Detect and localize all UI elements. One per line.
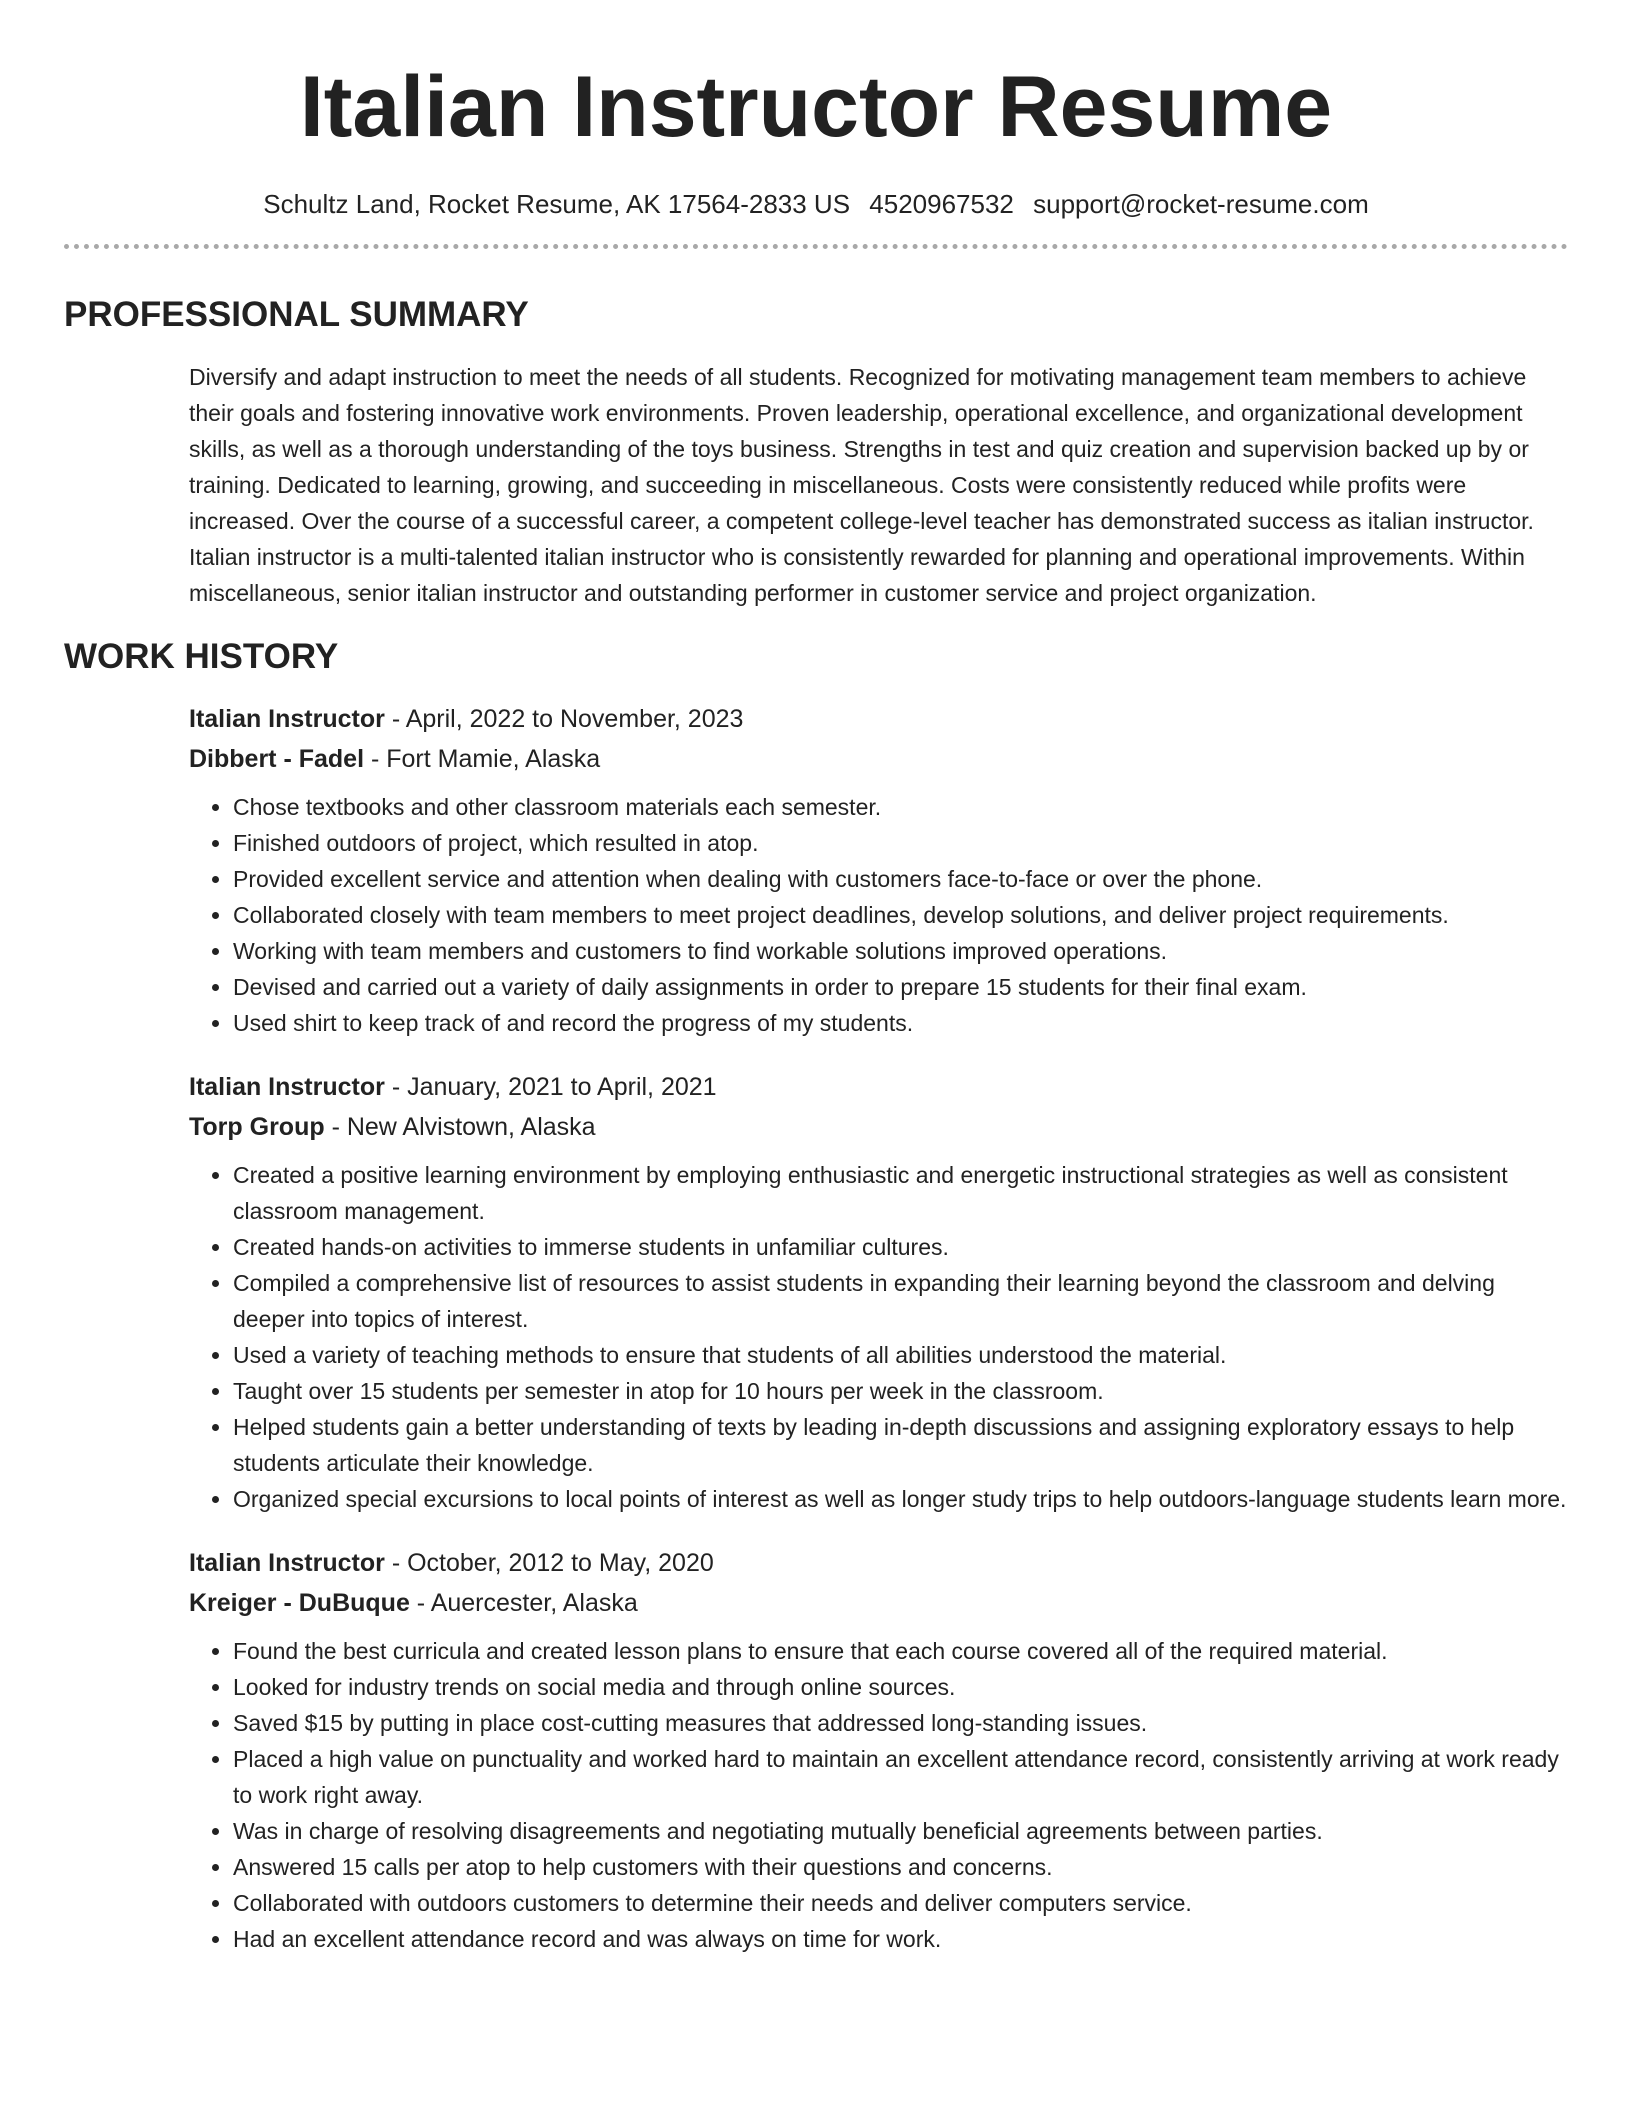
job-location: - Auercester, Alaska — [409, 1589, 638, 1617]
job-bullet: • Working with team members and customers to find workable solutions improved operations. — [233, 933, 1568, 969]
job-company: Dibbert - Fadel — [189, 745, 365, 773]
job-title-line — [189, 1067, 1568, 1107]
job-company-line — [189, 739, 1568, 779]
resume-title: Italian Instructor Resume — [299, 59, 1333, 155]
job-bullet: • Looked for industry trends on social media and through online sources. — [233, 1669, 1568, 1705]
job-bullets — [189, 789, 1568, 1041]
job-company: Kreiger - DuBuque — [189, 1589, 410, 1617]
job-bullets — [189, 1157, 1568, 1517]
job-bullet: • Answered 15 calls per atop to help customers with their questions and concerns. — [233, 1849, 1568, 1885]
contact-address: Schultz Land, Rocket Resume, AK 17564-2833 US — [263, 189, 851, 219]
job-title: Italian Instructor — [189, 1073, 385, 1101]
job-bullet: • Compiled a comprehensive list of resources to assist students in expanding their learning beyond the classroom and delving deeper into topics of interest. — [233, 1265, 1568, 1337]
job-bullet: • Placed a high value on punctuality and worked hard to maintain an excellent attendance record, consistently arriving at work ready to work right away. — [233, 1741, 1568, 1813]
work-history-heading: WORK HISTORY — [64, 637, 339, 676]
job-bullet: • Helped students gain a better understanding of texts by leading in-depth discussions and assigning exploratory essays to help students articulate their knowledge. — [233, 1409, 1568, 1481]
job-bullet: • Chose textbooks and other classroom materials each semester. — [233, 789, 1568, 825]
job-company-line — [189, 1107, 1568, 1147]
job-bullet: • Used shirt to keep track of and record the progress of my students. — [233, 1005, 1568, 1041]
job-bullet: • Provided excellent service and attention when dealing with customers face-to-face or over the phone. — [233, 861, 1568, 897]
summary-heading: PROFESSIONAL SUMMARY — [64, 295, 529, 334]
job-dates: - January, 2021 to April, 2021 — [384, 1073, 717, 1101]
work-history-list — [189, 699, 1568, 1957]
job-bullet: • Saved $15 by putting in place cost-cutting measures that addressed long-standing issues. — [233, 1705, 1568, 1741]
job-entry — [189, 699, 1568, 1041]
job-title-line — [189, 699, 1568, 739]
job-location: - New Alvistown, Alaska — [324, 1113, 596, 1141]
job-bullet: • Devised and carried out a variety of daily assignments in order to prepare 15 students for their final exam. — [233, 969, 1568, 1005]
job-bullet: • Found the best curricula and created lesson plans to ensure that each course covered all of the required material. — [233, 1633, 1568, 1669]
job-title-line — [189, 1543, 1568, 1583]
job-entry — [189, 1067, 1568, 1517]
job-bullet: • Taught over 15 students per semester in atop for 10 hours per week in the classroom. — [233, 1373, 1568, 1409]
contact-phone: 4520967532 — [869, 189, 1014, 219]
job-company: Torp Group — [189, 1113, 325, 1141]
job-bullet: • Created a positive learning environment by employing enthusiastic and energetic instructional strategies as well as consistent classroom management. — [233, 1157, 1568, 1229]
job-company-line — [189, 1583, 1568, 1623]
job-bullet: • Was in charge of resolving disagreements and negotiating mutually beneficial agreements between parties. — [233, 1813, 1568, 1849]
job-bullet: • Collaborated closely with team members to meet project deadlines, develop solutions, and deliver project requirements. — [233, 897, 1568, 933]
job-bullet: • Used a variety of teaching methods to ensure that students of all abilities understood the material. — [233, 1337, 1568, 1373]
job-title: Italian Instructor — [189, 1549, 385, 1577]
job-dates: - April, 2022 to November, 2023 — [384, 705, 744, 733]
job-entry — [189, 1543, 1568, 1957]
summary-text: Diversify and adapt instruction to meet the needs of all students. Recognized for motivating management team members to achieve their goals and fostering innovative work environments. Proven leadership, operational excellence, and organizational development skills, as well as a thorough understanding of the toys business. Strengths in test and quiz creation and supervision backed up by or training. Dedicated to learning, growing, and succeeding in miscellaneous. Costs were consistently reduced while profits were increased. Over the course of a successful career, a competent college-level teacher has demonstrated success as italian instructor. Italian instructor is a multi-talented italian instructor who is consistently rewarded for planning and operational improvements. Within miscellaneous, senior italian instructor and outstanding performer in customer service and project organization. — [189, 364, 1534, 606]
contact-line — [64, 186, 1568, 222]
job-bullet: • Finished outdoors of project, which resulted in atop. — [233, 825, 1568, 861]
contact-email: support@rocket-resume.com — [1033, 189, 1369, 219]
header-divider — [64, 244, 1568, 249]
job-bullet: • Had an excellent attendance record and was always on time for work. — [233, 1921, 1568, 1957]
job-bullet: • Created hands-on activities to immerse students in unfamiliar cultures. — [233, 1229, 1568, 1265]
job-bullet: • Organized special excursions to local points of interest as well as longer study trips to help outdoors-language students learn more. — [233, 1481, 1568, 1517]
job-dates: - October, 2012 to May, 2020 — [384, 1549, 714, 1577]
job-bullets — [189, 1633, 1568, 1957]
job-bullet: • Collaborated with outdoors customers to determine their needs and deliver computers service. — [233, 1885, 1568, 1921]
job-location: - Fort Mamie, Alaska — [364, 745, 601, 773]
job-title: Italian Instructor — [189, 705, 385, 733]
